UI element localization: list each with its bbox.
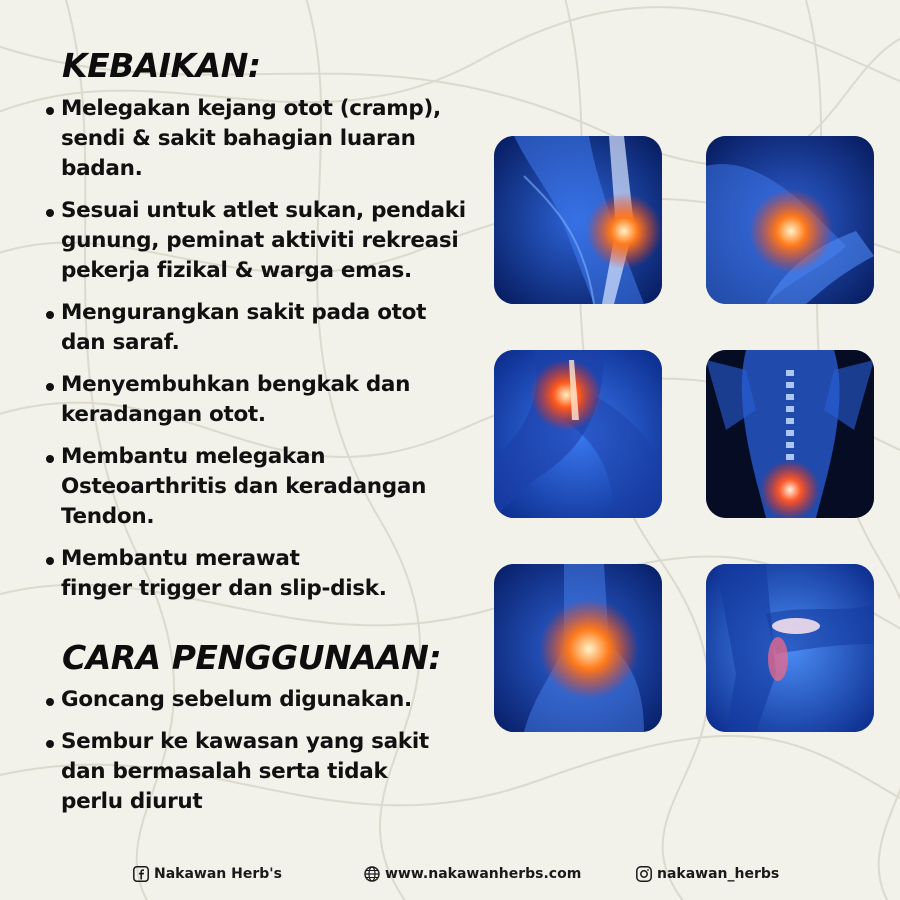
wrist-pain-image [706, 136, 874, 304]
usage-heading: CARA PENGGUNAAN: [62, 638, 442, 677]
knee-pain-image [494, 136, 662, 304]
list-item: Sembur ke kawasan yang sakit dan bermasalah serta tidak perlu diurut [46, 727, 486, 817]
lower-back-pain-icon [706, 350, 874, 518]
benefits-heading: KEBAIKAN: [62, 46, 261, 85]
list-item: Mengurangkan sakit pada otot dan saraf. [46, 298, 486, 358]
list-item: Menyembuhkan bengkak dan keradangan otot. [46, 370, 486, 430]
list-item: Membantu melegakan Osteoarthritis dan keradangan Tendon. [46, 442, 486, 532]
usage-list [46, 685, 486, 829]
website-link[interactable] [364, 866, 581, 882]
instagram-link[interactable] [636, 866, 779, 882]
wrist-pain-icon [706, 136, 874, 304]
instagram-handle: nakawan_herbs [657, 866, 780, 882]
hamstring-pain-image [706, 564, 874, 732]
lower-back-pain-image [706, 350, 874, 518]
hamstring-pain-icon [706, 564, 874, 732]
hip-pain-icon [494, 350, 662, 518]
list-item: Membantu merawat finger trigger dan slip-disk. [46, 544, 486, 604]
instagram-icon [636, 866, 652, 882]
benefits-list [46, 94, 486, 616]
ankle-pain-image [494, 564, 662, 732]
facebook-icon [133, 866, 149, 882]
website-url: www.nakawanherbs.com [385, 866, 582, 882]
facebook-link[interactable] [133, 866, 282, 882]
knee-pain-icon [494, 136, 662, 304]
facebook-handle: Nakawan Herb's [154, 866, 282, 882]
ankle-pain-icon [494, 564, 662, 732]
list-item: Melegakan kejang otot (cramp), sendi & sakit bahagian luaran badan. [46, 94, 486, 184]
globe-icon [364, 866, 380, 882]
hip-pain-image [494, 350, 662, 518]
list-item: Sesuai untuk atlet sukan, pendaki gunung, peminat aktiviti rekreasi pekerja fizikal & warga emas. [46, 196, 486, 286]
list-item: Goncang sebelum digunakan. [46, 685, 486, 715]
